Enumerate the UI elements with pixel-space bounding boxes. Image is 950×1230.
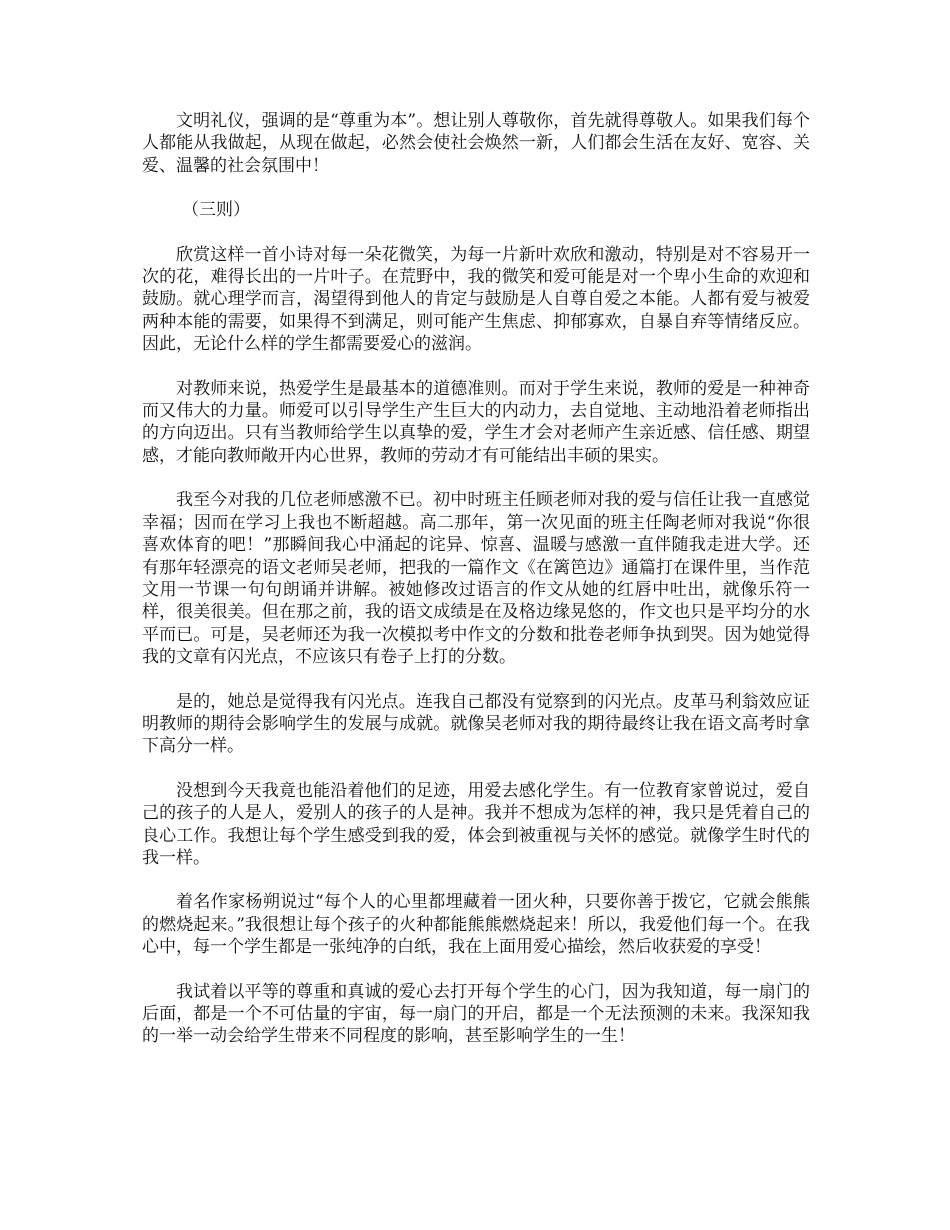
section-heading: （三则） [182,200,250,221]
paragraph: 欣赏这样一首小诗对每一朵花微笑，为每一片新叶欢欣和激动，特别是对不容易开一次的花，难得长出的一片叶子。在荒野中，我的微笑和爱可能是对一个卑小生命的欢迎和鼓励。就心理学而言，渴望得到他人的肯定与鼓励是人自尊自爱之本能。人都有爱与被爱两种本能的需要，如果得不到满足，则可能产生焦虑、抑郁寡欢，自暴自弃等情绪反应。因此，无论什么样的学生都需要爱心的滋润。 [142,244,810,355]
paragraph: 我试着以平等的尊重和真诚的爱心去打开每个学生的心门，因为我知道，每一扇门的后面，都是一个不可估量的宇宙，每一扇门的开启，都是一个无法预测的未来。我深知我的一举一动会给学生带来不同程度的影响，甚至影响学生的一生！ [142,981,810,1047]
paragraph: 是的，她总是觉得我有闪光点。连我自己都没有觉察到的闪光点。皮革马利翁效应证明教师的期待会影响学生的发展与成就。就像吴老师对我的期待最终让我在语文高考时拿下高分一样。 [142,691,810,757]
paragraph: 没想到今天我竟也能沿着他们的足迹，用爱去感化学生。有一位教育家曾说过，爱自己的孩子的人是人，爱别人的孩子的人是神。我并不想成为怎样的神，我只是凭着自己的良心工作。我想让每个学生感受到我的爱，体会到被重视与关怀的感觉。就像学生时代的我一样。 [142,780,810,868]
paragraph: 我至今对我的几位老师感激不已。初中时班主任顾老师对我的爱与信任让我一直感觉幸福；因而在学习上我也不断超越。高二那年，第一次见面的班主任陶老师对我说“你很喜欢体育的吧！”那瞬间我心中涌起的诧异、惊喜、温暖与感激一直伴随我走进大学。还有那年轻漂亮的语文老师吴老师，把我的一篇作文《在篱笆边》通篇打在课件里，当作范文用一节课一句句朗诵并讲解。被她修改过语言的作文从她的红唇中吐出，就像乐符一样，很美很美。但在那之前，我的语文成绩是在及格边缘晃悠的，作文也只是平均分的水平而已。可是，吴老师还为我一次模拟考中作文的分数和批卷老师争执到哭。因为她觉得我的文章有闪光点，不应该只有卷子上打的分数。 [142,490,810,668]
paragraph: 着名作家杨朔说过“每个人的心里都埋藏着一团火种，只要你善于拨它，它就会熊熊的燃烧起来。”我很想让每个孩子的火种都能熊熊燃烧起来！所以，我爱他们每一个。在我心中，每一个学生都是一张纯净的白纸，我在上面用爱心描绘，然后收获爱的享受！ [142,892,810,958]
document-page [142,110,810,1070]
paragraph-intro: 文明礼仪，强调的是“尊重为本”。想让别人尊敬你，首先就得尊敬人。如果我们每个人都能从我做起，从现在做起，必然会使社会焕然一新，人们都会生活在友好、宽容、关爱、温馨的社会氛围中！ [142,111,810,176]
paragraph: 对教师来说，热爱学生是最基本的道德准则。而对于学生来说，教师的爱是一种神奇而又伟大的力量。师爱可以引导学生产生巨大的内动力，去自觉地、主动地沿着老师指出的方向迈出。只有当教师给学生以真挚的爱，学生才会对老师产生亲近感、信任感、期望感，才能向教师敞开内心世界，教师的劳动才有可能结出丰硕的果实。 [142,378,810,466]
